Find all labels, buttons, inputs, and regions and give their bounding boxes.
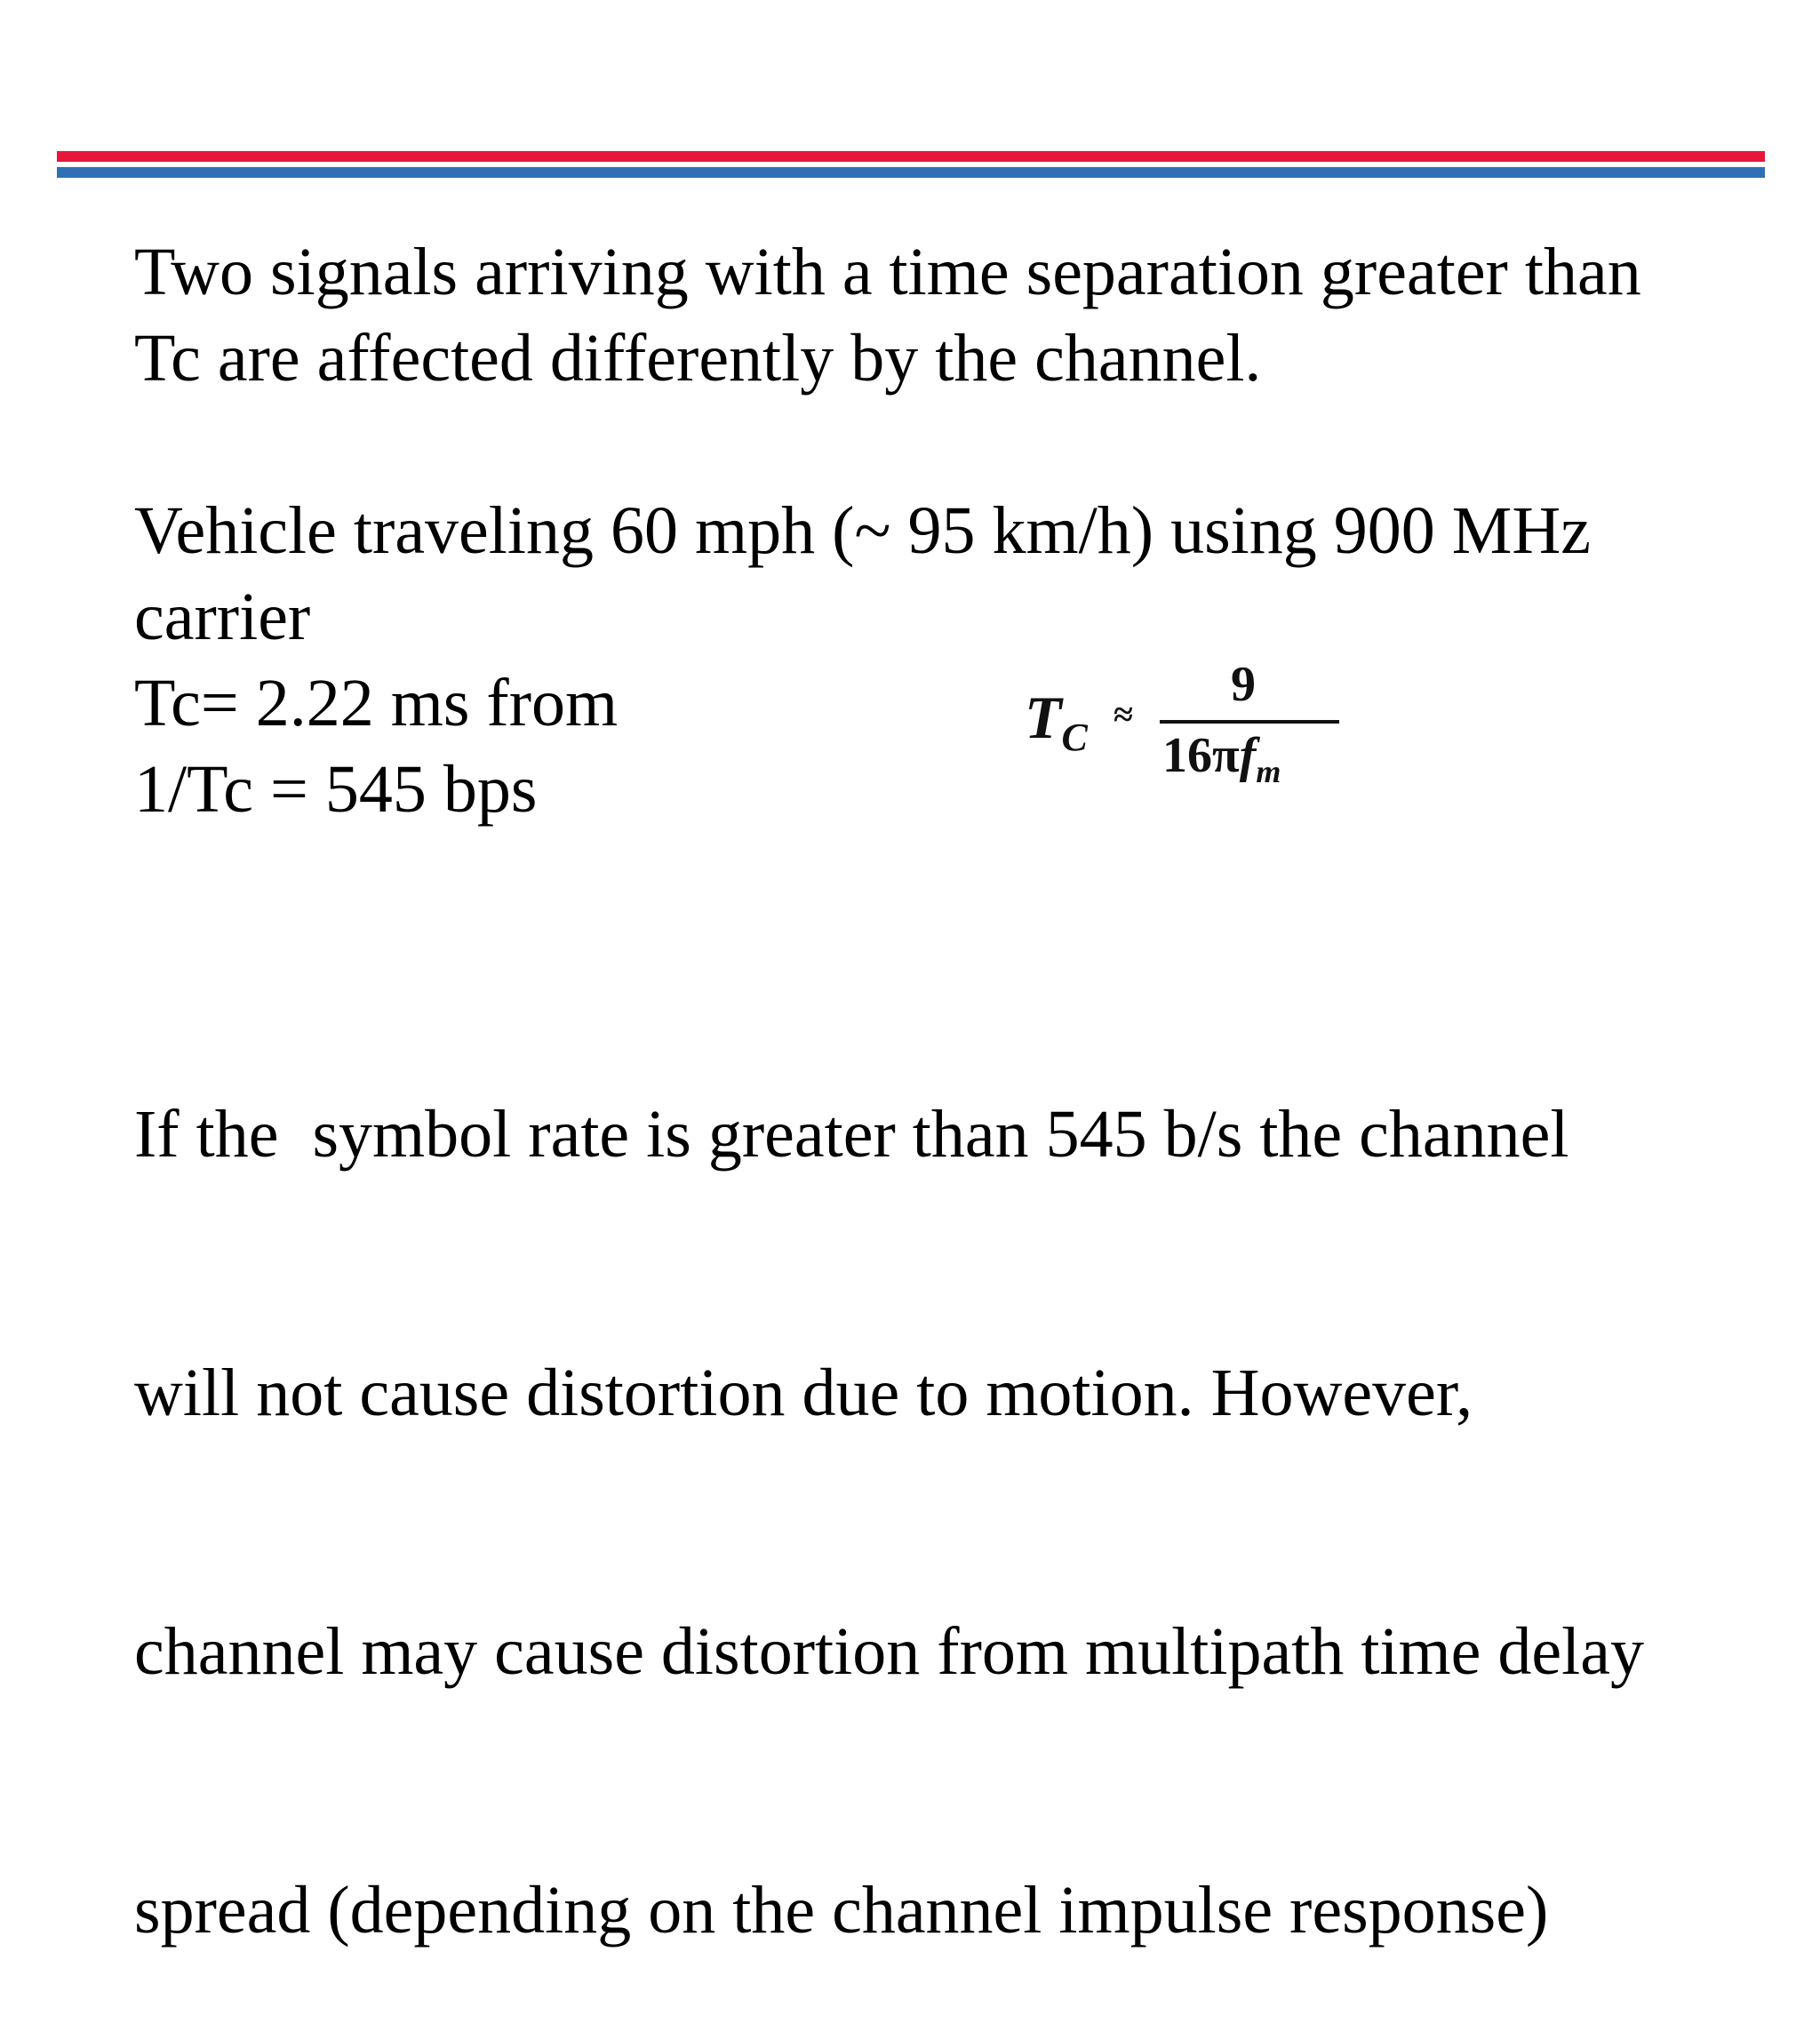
header-rule-blue [57,167,1765,178]
text-line: 1/Tc = 545 bps [134,752,538,827]
text-line: Tc= 2.22 ms from [134,666,619,740]
formula-fraction-bar [1160,720,1339,724]
paragraph-symbol-rate [134,919,1644,2040]
header-rule-red [57,151,1765,162]
text-line: carrier [134,580,311,654]
formula-lhs-subscript: C [1061,716,1088,759]
text-line: will not cause distortion due to motion. However, [134,1356,1473,1430]
text-line: Vehicle traveling 60 mph (~ 95 km/h) using 900 MHz [134,493,1591,568]
formula-numerator: 9 [1231,657,1256,712]
text-line: channel may cause distortion from multipath time delay [134,1614,1644,1689]
text-line: Tc are affected differently by the channel. [134,321,1262,396]
formula-approx-sign: ≈ [1114,694,1133,734]
formula-denominator-subscript: m [1256,754,1281,789]
paragraph-time-separation [134,229,1641,402]
text-line: If the symbol rate is greater than 545 b/s the channel [134,1097,1569,1172]
text-line: spread (depending on the channel impulse response) [134,1873,1549,1948]
text-line: Two signals arriving with a time separation greater than [134,235,1641,309]
coherence-time-formula [1018,656,1346,798]
formula-denominator: $16\pi f_m$ [1162,728,1281,789]
formula-lhs: $T_C$ [1025,684,1088,759]
paragraph-vehicle-example [134,488,1591,833]
